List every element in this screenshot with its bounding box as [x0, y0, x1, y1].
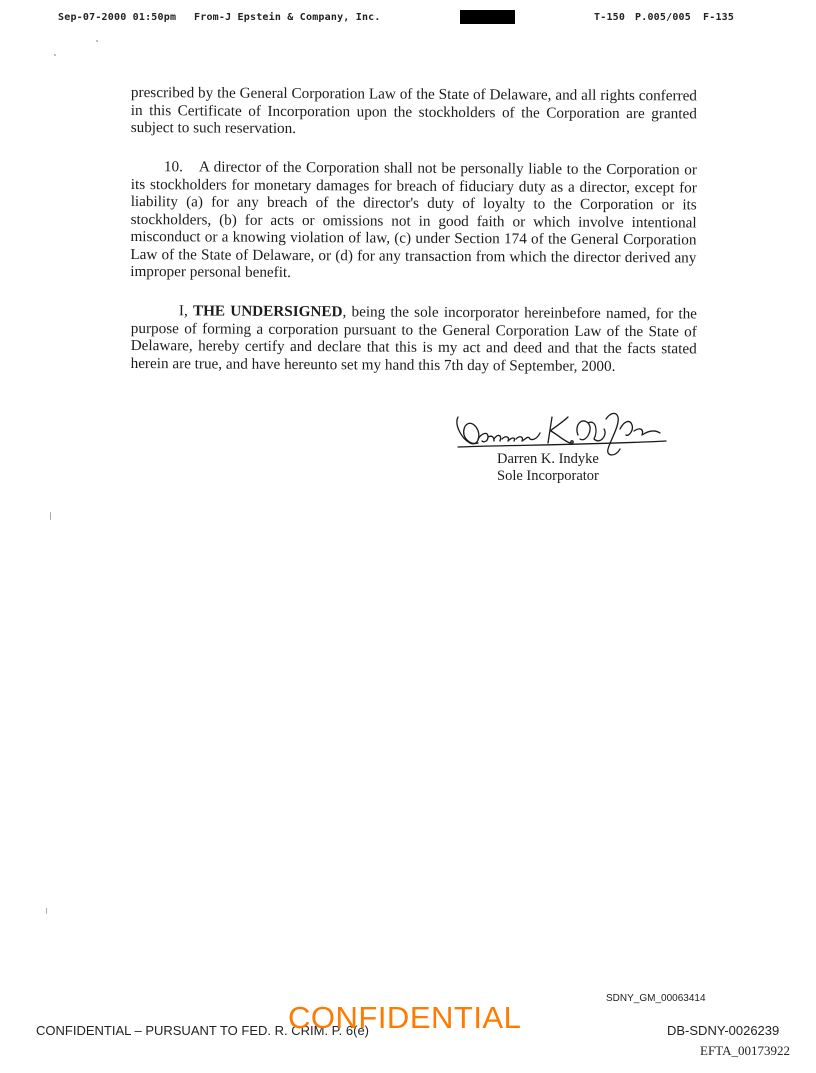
certification-lead: I, [178, 302, 188, 320]
fax-page-count: P.005/005 [635, 12, 691, 23]
continuation-text: prescribed by the General Corporation Law of the State of Delaware, and all rights conferred in this Certificate of Incorporation upon the stockholders of the Corporation are granted subject to such reservation. [130, 84, 697, 138]
scan-speck [54, 54, 56, 56]
confidential-stamp: CONFIDENTIAL [288, 1000, 522, 1035]
signature-block [440, 395, 680, 495]
fax-code: F-135 [703, 12, 735, 23]
scan-speck [50, 512, 51, 520]
article-10-body [130, 158, 697, 284]
continuation-paragraph [131, 84, 697, 140]
fax-transmission-id: T-150 [594, 12, 626, 23]
article-number: 10. [163, 158, 183, 176]
bates-number-gm: SDNY_GM_00063414 [606, 993, 706, 1004]
certification-emphasis: THE UNDERSIGNED [192, 302, 343, 321]
article-10-paragraph [130, 158, 697, 284]
signatory-title: Sole Incorporator [497, 468, 599, 484]
certification-paragraph [131, 302, 697, 375]
efta-number: EFTA_00173922 [700, 1043, 790, 1058]
article-10-text: A director of the Corporation shall not be personally liable to the Corporation or its stockholders for monetary damages for breach of fiduciary duty as a director, except for liability (a) for any breach of the director's duty of loyalty to the Corporation or its stockholders, (b) for acts or omissions not in good faith or which involve intentional misconduct or a knowing violation of law, (c) under Section 174 of the General Corporation Law of the State of Delaware, or (d) for any transaction from which the director derived any improper personal benefit. [130, 158, 697, 281]
fax-sender: From-J Epstein & Company, Inc. [194, 12, 381, 23]
scan-speck [46, 908, 47, 914]
certification-text: , being the sole incorporator hereinbefore named, for the purpose of forming a corporation pursuant to the General Corporation Law of the State of Delaware, hereby certify and declare that this is my act and deed and that the facts stated herein are true, and have hereunto set my hand this 7th day of September, 2000. [130, 303, 698, 375]
bates-number-db: DB-SDNY-0026239 [667, 1023, 780, 1038]
redaction-bar [460, 10, 515, 24]
confidential-notice: CONFIDENTIAL – PURSUANT TO FED. R. CRIM. P. 6(e) [36, 1023, 370, 1038]
certification-body [131, 302, 697, 375]
scan-speck [96, 40, 98, 42]
fax-datetime: Sep-07-2000 01:50pm [58, 12, 177, 23]
fax-header [0, 12, 816, 32]
signatory-name: Darren K. Indyke [497, 451, 599, 467]
